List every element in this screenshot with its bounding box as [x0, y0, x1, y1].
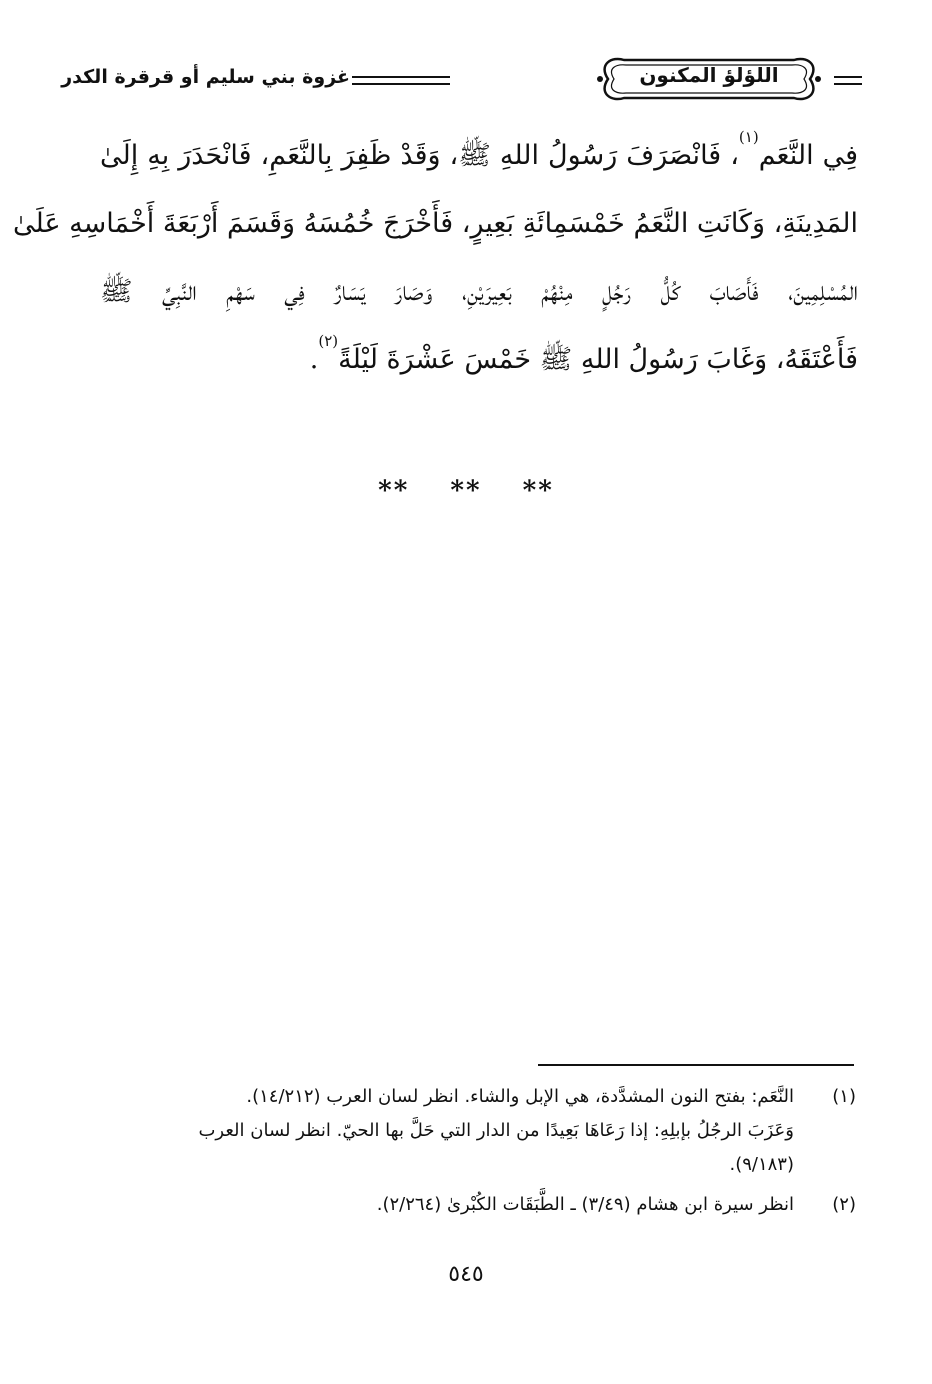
running-header [61, 48, 862, 112]
footnote-1-continuation: (٩/١٨٣). [729, 1154, 794, 1175]
page-number: ٥٤٥ [448, 1262, 484, 1287]
body-text-segment: فِي النَّعَم [758, 140, 858, 171]
footnote-ref-1: (١) [738, 128, 759, 146]
footnote-ref-2: (٢) [318, 332, 339, 350]
book-title-ornament [594, 54, 824, 104]
footnote-1 [112, 1080, 856, 1114]
body-text-segment: ، فَانْصَرَفَ رَسُولُ اللهِ ﷺ، وَقَدْ ظَفِرَ بِالنَّعَمِ، فَانْحَدَرَ بِهِ إِلَىٰ [100, 140, 739, 171]
footnote-text: النَّعَم: بفتح النون المشدَّدة، هي الإبل والشاء. انظر لسان العرب (١٤/٢١٢). [246, 1086, 794, 1107]
book-title: اللؤلؤ المكنون [639, 63, 779, 87]
body-line-3: المُسْلِمِينَ، فَأَصَابَ كُلُّ رَجُلٍ مِنْهُمْ بَعِيرَيْنِ، وَصَارَ يَسَارٌ فِي سَهْمِ النَّبِيِّ ﷺ [100, 276, 858, 307]
main-text [13, 122, 858, 394]
footnotes [112, 1080, 856, 1222]
body-line-4 [100, 326, 858, 394]
header-rule-right [834, 76, 862, 85]
body-line-2: المَدِينَةِ، وَكَانَتِ النَّعَمُ خَمْسَمِائَةِ بَعِيرٍ، فَأَخْرَجَ خُمُسَهُ وَقَسَمَ أَرْبَعَةَ أَخْمَاسِهِ عَلَىٰ [13, 208, 858, 239]
footnote-number: (١) [832, 1086, 856, 1107]
body-text-segment: فَأَعْتَقَهُ، وَغَابَ رَسُولُ اللهِ ﷺ خَمْسَ عَشْرَةَ لَيْلَةً [338, 344, 858, 375]
footnote-text: انظر سيرة ابن هشام (٣/٤٩) ـ الطَّبَقَات الكُبْرىٰ (٢/٢٦٤). [376, 1194, 794, 1215]
footnote-divider [538, 1064, 854, 1066]
chapter-title: غزوة بني سليم أو قرقرة الكدر [61, 66, 350, 88]
header-rule-middle [352, 76, 450, 85]
footnote-1-continuation: وَعَزَبَ الرجُلُ بإبلِهِ: إذا رَعَاهَا بَعِيدًا من الدار التي حَلَّ بها الحيّ. انظر لسان العرب [198, 1120, 794, 1141]
footnote-number: (٢) [832, 1194, 856, 1215]
body-text-segment: . [309, 344, 319, 375]
footnote-2 [112, 1188, 856, 1222]
section-separator: ** ** ** [378, 476, 554, 506]
body-line-1 [100, 122, 858, 190]
